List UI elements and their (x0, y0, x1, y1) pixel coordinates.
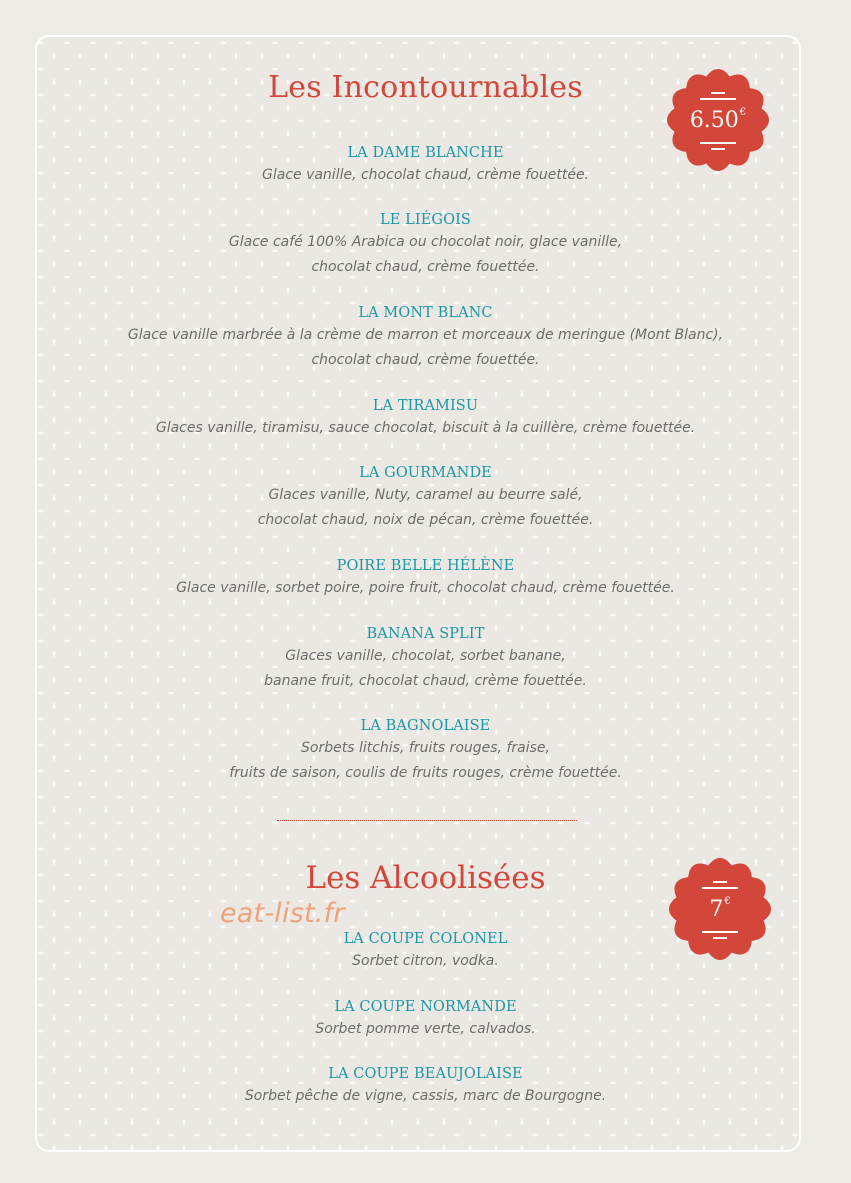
item-name: LA GOURMANDE (359, 465, 492, 481)
item-description: Glaces vanille, Nuty, caramel au beurre salé, chocolat chaud, noix de pécan, crème fouettée. (257, 487, 594, 528)
item-description: Glace café 100% Arabica ou chocolat noir, glace vanille, chocolat chaud, crème fouettée. (228, 234, 623, 275)
item-description: Glace vanille marbrée à la crème de marron et morceaux de meringue (Mont Blanc), chocolat chaud, crème fouettée. (127, 327, 724, 368)
menu-item (0, 303, 851, 373)
item-name: LA COUPE NORMANDE (334, 999, 517, 1015)
item-description: Sorbet citron, vodka. (352, 953, 499, 969)
section-title-incontournables: Les Incontournables (268, 70, 583, 105)
item-description: Glace vanille, chocolat chaud, crème fouettée. (261, 167, 590, 183)
price-label: 7 € (709, 895, 731, 922)
menu-item (0, 143, 851, 188)
item-description: Sorbet pomme verte, calvados. (315, 1021, 536, 1037)
price-label: 6.50 € (689, 106, 747, 133)
watermark-text: eat-list.fr (220, 898, 345, 929)
item-name: POIRE BELLE HÉLÈNE (336, 558, 515, 574)
menu-item (0, 997, 851, 1042)
menu-item (0, 210, 851, 280)
section-divider (277, 820, 577, 821)
item-name: LA MONT BLANC (358, 305, 493, 321)
section-title-alcoolisees: Les Alcoolisées (305, 860, 546, 896)
item-name: LA BAGNOLAISE (360, 718, 491, 734)
item-description: Sorbets litchis, fruits rouges, fraise, fruits de saison, coulis de fruits rouges, crème fouettée. (229, 740, 622, 781)
item-description: Glaces vanille, chocolat, sorbet banane, banane fruit, chocolat chaud, crème fouettée. (264, 648, 587, 689)
menu-item (0, 396, 851, 441)
menu-item (0, 556, 851, 601)
item-description: Glaces vanille, tiramisu, sauce chocolat, biscuit à la cuillère, crème fouettée. (155, 420, 696, 436)
item-name: LA DAME BLANCHE (347, 145, 504, 161)
item-name: LE LIÉGOIS (380, 212, 471, 228)
menu-item (0, 624, 851, 694)
item-name: LA COUPE BEAUJOLAISE (328, 1066, 523, 1082)
item-name: BANANA SPLIT (366, 626, 485, 642)
item-description: Sorbet pêche de vigne, cassis, marc de Bourgogne. (244, 1088, 607, 1104)
menu-item (0, 463, 851, 533)
item-description: Glace vanille, sorbet poire, poire fruit, chocolat chaud, crème fouettée. (176, 580, 675, 596)
menu-item (0, 716, 851, 786)
menu-item (0, 1064, 851, 1109)
menu-item (0, 929, 851, 974)
item-name: LA TIRAMISU (372, 398, 479, 414)
item-name: LA COUPE COLONEL (343, 931, 508, 947)
